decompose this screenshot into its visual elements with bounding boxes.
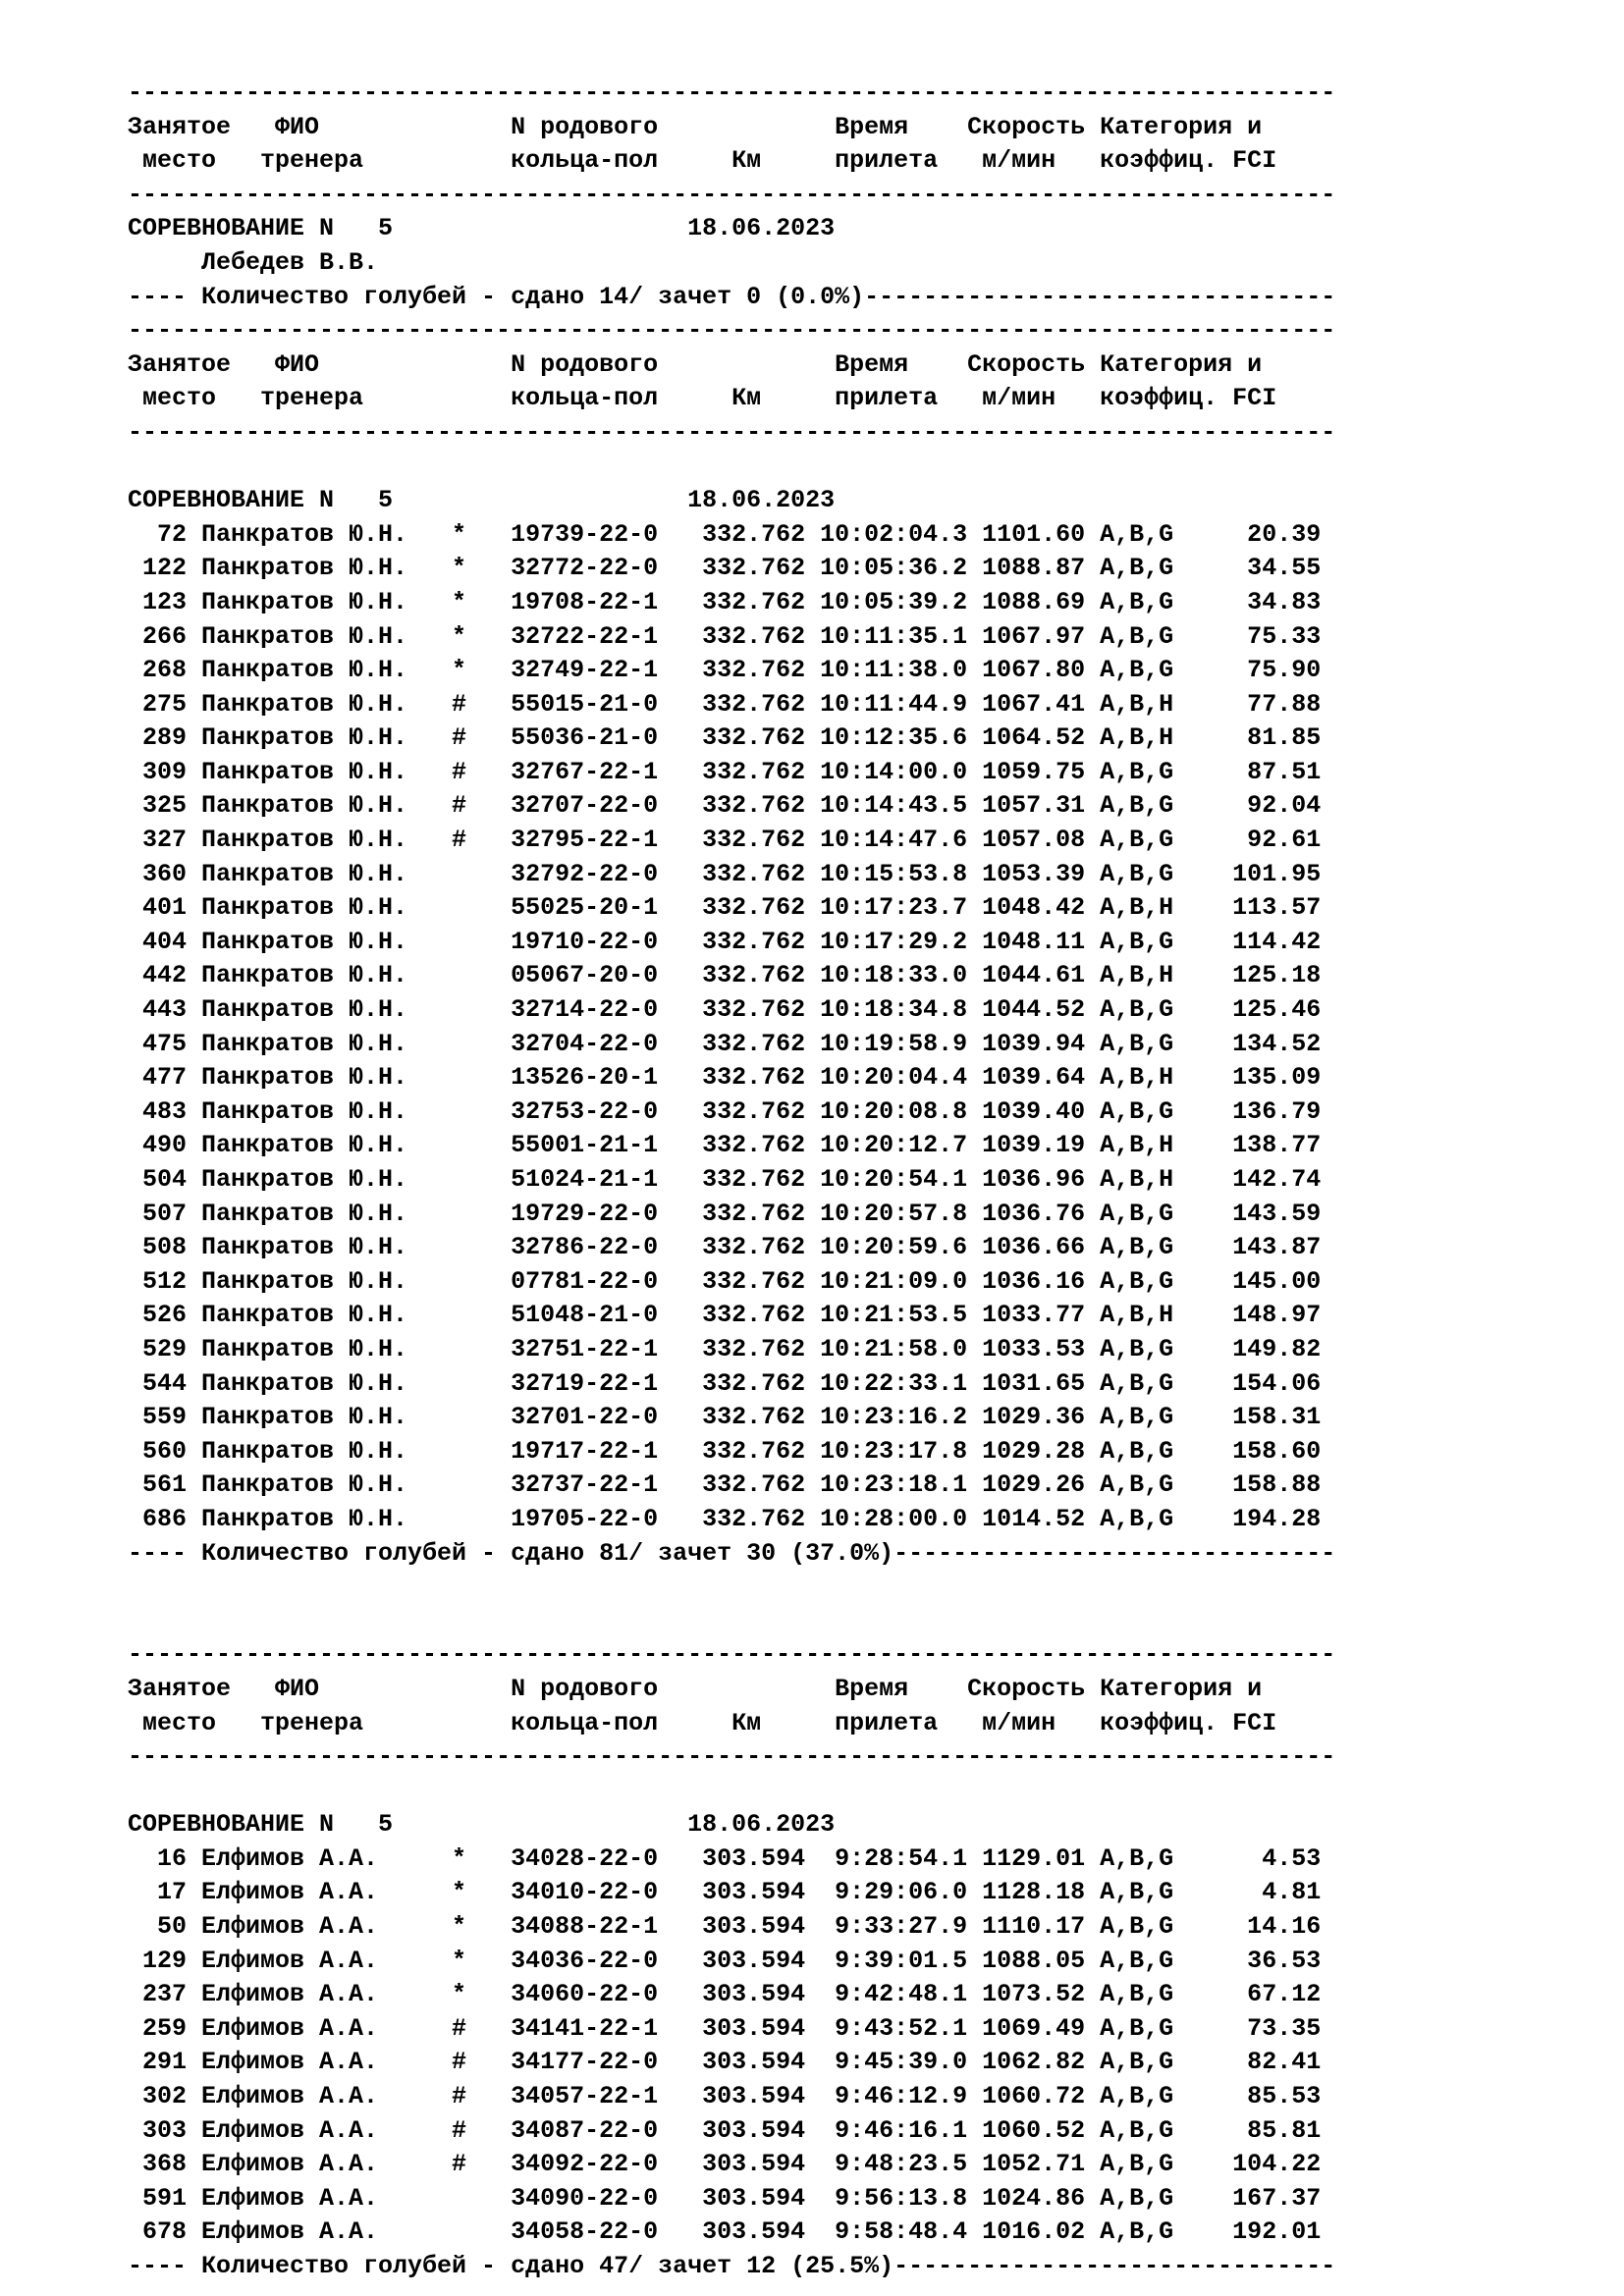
result-row: 443 Панкратов Ю.Н. 32714-22-0 332.762 10:18:34.8 1044.52 A,B,G 125.46 bbox=[128, 995, 1322, 1025]
result-row: 17 Елфимов А.А. * 34010-22-0 303.594 9:29:06.0 1128.18 A,B,G 4.81 bbox=[128, 1878, 1322, 1907]
result-row: 275 Панкратов Ю.Н. # 55015-21-0 332.762 10:11:44.9 1067.41 A,B,H 77.88 bbox=[128, 689, 1322, 719]
result-row: 529 Панкратов Ю.Н. 32751-22-1 332.762 10:21:58.0 1033.53 A,B,G 149.82 bbox=[128, 1334, 1322, 1363]
result-row: 475 Панкратов Ю.Н. 32704-22-0 332.762 10:19:58.9 1039.94 A,B,G 134.52 bbox=[128, 1029, 1322, 1058]
result-row: 544 Панкратов Ю.Н. 32719-22-1 332.762 10:22:33.1 1031.65 A,B,G 154.06 bbox=[128, 1368, 1322, 1398]
result-row: 50 Елфимов А.А. * 34088-22-1 303.594 9:33:27.9 1110.17 A,B,G 14.16 bbox=[128, 1912, 1322, 1942]
column-header-line-2: место тренера кольца-пол Км прилета м/мин коэффиц. FCI bbox=[128, 1708, 1277, 1737]
result-row: 504 Панкратов Ю.Н. 51024-21-1 332.762 10:20:54.1 1036.96 A,B,H 142.74 bbox=[128, 1165, 1322, 1194]
result-row: 591 Елфимов А.А. 34090-22-0 303.594 9:56:13.8 1024.86 A,B,G 167.37 bbox=[128, 2183, 1322, 2213]
result-row: 122 Панкратов Ю.Н. * 32772-22-0 332.762 10:05:36.2 1088.87 A,B,G 34.55 bbox=[128, 554, 1322, 583]
summary-line: ---- Количество голубей - сдано 47/ зачет 12 (25.5%)------------------------------ bbox=[128, 2252, 1336, 2280]
result-row: 561 Панкратов Ю.Н. 32737-22-1 332.762 10:23:18.1 1029.26 A,B,G 158.88 bbox=[128, 1470, 1322, 1500]
result-row: 72 Панкратов Ю.Н. * 19739-22-0 332.762 10:02:04.3 1101.60 A,B,G 20.39 bbox=[128, 519, 1322, 549]
result-row: 266 Панкратов Ю.Н. * 32722-22-1 332.762 10:11:35.1 1067.97 A,B,G 75.33 bbox=[128, 621, 1322, 651]
result-row: 678 Елфимов А.А. 34058-22-0 303.594 9:58:48.4 1016.02 A,B,G 192.01 bbox=[128, 2217, 1322, 2247]
result-row: 303 Елфимов А.А. # 34087-22-0 303.594 9:46:16.1 1060.52 A,B,G 85.81 bbox=[128, 2115, 1322, 2145]
result-row: 291 Елфимов А.А. # 34177-22-0 303.594 9:45:39.0 1062.82 A,B,G 82.41 bbox=[128, 2048, 1322, 2077]
divider: ---------------------------------------------------------------------------------- bbox=[128, 79, 1336, 107]
result-row: 483 Панкратов Ю.Н. 32753-22-0 332.762 10:20:08.8 1039.40 A,B,G 136.79 bbox=[128, 1096, 1322, 1126]
result-row: 123 Панкратов Ю.Н. * 19708-22-1 332.762 10:05:39.2 1088.69 A,B,G 34.83 bbox=[128, 587, 1322, 616]
result-row: 686 Панкратов Ю.Н. 19705-22-0 332.762 10:28:00.0 1014.52 A,B,G 194.28 bbox=[128, 1504, 1322, 1533]
competition-line: СОРЕВНОВАНИЕ N 5 18.06.2023 bbox=[128, 486, 836, 515]
column-header-line-1: Занятое ФИО N родового Время Скорость Категория и bbox=[128, 1674, 1263, 1703]
competition-line: СОРЕВНОВАНИЕ N 5 18.06.2023 bbox=[128, 214, 836, 243]
divider: ---------------------------------------------------------------------------------- bbox=[128, 417, 1336, 447]
result-row: 16 Елфимов А.А. * 34028-22-0 303.594 9:28:54.1 1129.01 A,B,G 4.53 bbox=[128, 1843, 1322, 1873]
blank-line bbox=[128, 451, 1335, 485]
divider: ---------------------------------------------------------------------------------- bbox=[128, 180, 1336, 209]
result-row: 302 Елфимов А.А. # 34057-22-1 303.594 9:46:12.9 1060.72 A,B,G 85.53 bbox=[128, 2082, 1322, 2111]
result-row: 490 Панкратов Ю.Н. 55001-21-1 332.762 10:20:12.7 1039.19 A,B,H 138.77 bbox=[128, 1131, 1322, 1160]
result-row: 360 Панкратов Ю.Н. 32792-22-0 332.762 10:15:53.8 1053.39 A,B,G 101.95 bbox=[128, 859, 1322, 888]
column-header-line-1: Занятое ФИО N родового Время Скорость Категория и bbox=[128, 112, 1263, 141]
result-row: 327 Панкратов Ю.Н. # 32795-22-1 332.762 10:14:47.6 1057.08 A,B,G 92.61 bbox=[128, 826, 1322, 855]
result-row: 289 Панкратов Ю.Н. # 55036-21-0 332.762 10:12:35.6 1064.52 A,B,H 81.85 bbox=[128, 723, 1322, 753]
result-row: 237 Елфимов А.А. * 34060-22-0 303.594 9:42:48.1 1073.52 A,B,G 67.12 bbox=[128, 1980, 1322, 2009]
result-row: 129 Елфимов А.А. * 34036-22-0 303.594 9:39:01.5 1088.05 A,B,G 36.53 bbox=[128, 1946, 1322, 1975]
spacer bbox=[128, 1571, 1335, 1638]
results-printout bbox=[128, 77, 1335, 2284]
divider: ---------------------------------------------------------------------------------- bbox=[128, 316, 1336, 346]
result-row: 309 Панкратов Ю.Н. # 32767-22-1 332.762 10:14:00.0 1059.75 A,B,G 87.51 bbox=[128, 757, 1322, 786]
summary-line: ---- Количество голубей - сдано 14/ зачет 0 (0.0%)-------------------------------- bbox=[128, 282, 1336, 311]
result-row: 559 Панкратов Ю.Н. 32701-22-0 332.762 10:23:16.2 1029.36 A,B,G 158.31 bbox=[128, 1403, 1322, 1432]
result-row: 477 Панкратов Ю.Н. 13526-20-1 332.762 10:20:04.4 1039.64 A,B,H 135.09 bbox=[128, 1063, 1322, 1093]
result-row: 404 Панкратов Ю.Н. 19710-22-0 332.762 10:17:29.2 1048.11 A,B,G 114.42 bbox=[128, 927, 1322, 956]
result-row: 259 Елфимов А.А. # 34141-22-1 303.594 9:43:52.1 1069.49 A,B,G 73.35 bbox=[128, 2013, 1322, 2043]
result-row: 507 Панкратов Ю.Н. 19729-22-0 332.762 10:20:57.8 1036.76 A,B,G 143.59 bbox=[128, 1199, 1322, 1228]
divider: ---------------------------------------------------------------------------------- bbox=[128, 1640, 1336, 1670]
result-row: 268 Панкратов Ю.Н. * 32749-22-1 332.762 10:11:38.0 1067.80 A,B,G 75.90 bbox=[128, 656, 1322, 685]
result-row: 368 Елфимов А.А. # 34092-22-0 303.594 9:48:23.5 1052.71 A,B,G 104.22 bbox=[128, 2150, 1322, 2179]
result-row: 526 Панкратов Ю.Н. 51048-21-0 332.762 10:21:53.5 1033.77 A,B,H 148.97 bbox=[128, 1301, 1322, 1330]
column-header-line-1: Занятое ФИО N родового Время Скорость Категория и bbox=[128, 349, 1263, 379]
column-header-line-2: место тренера кольца-пол Км прилета м/мин коэффиц. FCI bbox=[128, 384, 1277, 413]
result-row: 512 Панкратов Ю.Н. 07781-22-0 332.762 10:21:09.0 1036.16 A,B,G 145.00 bbox=[128, 1266, 1322, 1296]
blank-line bbox=[128, 1775, 1335, 1809]
column-header-line-2: место тренера кольца-пол Км прилета м/мин коэффиц. FCI bbox=[128, 146, 1277, 176]
competition-line: СОРЕВНОВАНИЕ N 5 18.06.2023 bbox=[128, 1810, 836, 1840]
trainer-name: Лебедев В.В. bbox=[128, 247, 379, 277]
result-row: 442 Панкратов Ю.Н. 05067-20-0 332.762 10:18:33.0 1044.61 A,B,H 125.18 bbox=[128, 961, 1322, 990]
summary-line: ---- Количество голубей - сдано 81/ зачет 30 (37.0%)------------------------------ bbox=[128, 1538, 1336, 1568]
result-row: 325 Панкратов Ю.Н. # 32707-22-0 332.762 10:14:43.5 1057.31 A,B,G 92.04 bbox=[128, 791, 1322, 821]
result-row: 508 Панкратов Ю.Н. 32786-22-0 332.762 10:20:59.6 1036.66 A,B,G 143.87 bbox=[128, 1233, 1322, 1262]
result-row: 560 Панкратов Ю.Н. 19717-22-1 332.762 10:23:17.8 1029.28 A,B,G 158.60 bbox=[128, 1436, 1322, 1466]
divider: ---------------------------------------------------------------------------------- bbox=[128, 1742, 1336, 1772]
result-row: 401 Панкратов Ю.Н. 55025-20-1 332.762 10:17:23.7 1048.42 A,B,H 113.57 bbox=[128, 893, 1322, 923]
